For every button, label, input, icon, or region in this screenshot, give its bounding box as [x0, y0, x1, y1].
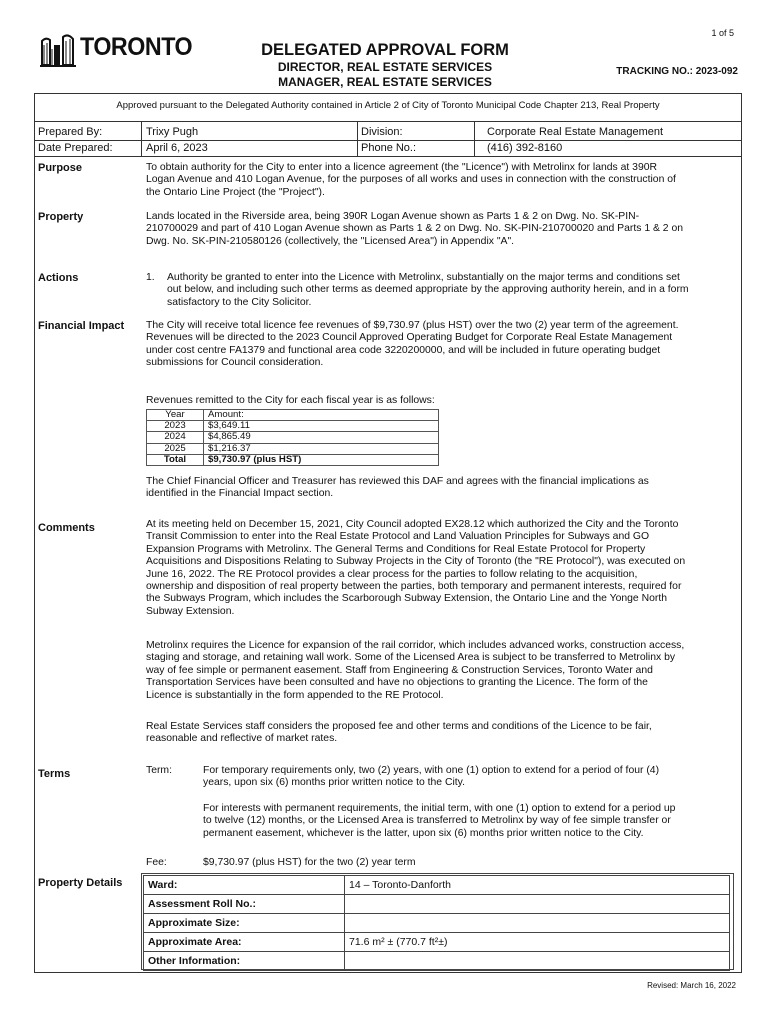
amount-cell: $1,216.37 [204, 443, 439, 454]
text-line: under cost centre FA1379 and functional area code 3220200000, and will be included in future operating budget [146, 344, 661, 356]
financial-impact-text [146, 320, 738, 370]
division-value: Corporate Real Estate Management [487, 126, 664, 138]
property-text [146, 211, 738, 248]
subtitle-line: DIRECTOR, REAL ESTATE SERVICES [277, 60, 493, 74]
actions-label: Actions [38, 272, 79, 284]
table-row [147, 421, 439, 432]
table-row [144, 876, 730, 895]
purpose-text [146, 162, 738, 199]
prepared-by-value: Trixy Pugh [146, 126, 199, 138]
text-line: ownership and disposition of real property between the parties, both temporary and permanent interests, required for [146, 581, 682, 593]
table-row [144, 914, 730, 933]
subtitle-line: MANAGER, REAL ESTATE SERVICES [278, 75, 492, 89]
column-divider [357, 121, 358, 156]
comments-label: Comments [38, 522, 95, 534]
text-line: Expansion Programs with Metrolinx. The General Terms and Conditions for Real Estate Protocol for Property [146, 543, 646, 555]
property-details-label: Property Details [38, 877, 123, 889]
form-title: DELEGATED APPROVAL FORM [261, 41, 509, 59]
year-cell: 2024 [147, 432, 204, 443]
text-line: way of fee simple or permanent easement. Staff from Engineering & Construction Services, Toronto Water and [146, 664, 653, 676]
comments-paragraph-1 [146, 519, 738, 618]
comments-paragraph-3 [146, 721, 738, 746]
revenue-intro: Revenues remitted to the City for each fiscal year is as follows: [146, 395, 435, 406]
page-number: 1 of 5 [711, 28, 734, 38]
action-number: 1. [146, 272, 155, 283]
comments-paragraph-2 [146, 640, 738, 702]
text-line: Logan Avenue and 410 Logan Avenue, for the purposes of all works and uses in connection with the construction of [146, 174, 676, 186]
date-prepared-label: Date Prepared: [38, 142, 113, 154]
text-line: reasonable and reflective of market rates. [146, 733, 338, 745]
header-amount: Amount: [204, 410, 439, 421]
table-row [144, 933, 730, 952]
year-cell: 2025 [147, 443, 204, 454]
detail-key: Approximate Area: [144, 933, 345, 952]
form-subtitle [220, 60, 550, 90]
column-divider [474, 121, 475, 156]
city-hall-icon [40, 25, 76, 71]
text-line: Subway Extension. [146, 605, 235, 617]
detail-value [345, 914, 730, 933]
detail-value [345, 952, 730, 971]
detail-key: Approximate Size: [144, 914, 345, 933]
text-line: Metrolinx requires the Licence for expansion of the rail corridor, which includes advanced works, construction access, [146, 640, 685, 651]
logo-wordmark: TORONTO [80, 33, 193, 61]
cfo-review-text [146, 476, 738, 501]
header-year: Year [147, 410, 204, 421]
total-amount: $9,730.97 (plus HST) [204, 454, 439, 465]
table-row [147, 432, 439, 443]
action-item-text [167, 272, 738, 309]
table-total-row [147, 454, 439, 465]
table-row [144, 952, 730, 971]
phone-label: Phone No.: [361, 142, 417, 154]
text-line: At its meeting held on December 15, 2021, City Council adopted EX28.12 which authorized the City and the Toronto [146, 519, 679, 530]
property-details-table [143, 875, 730, 971]
column-divider [141, 121, 142, 156]
revenue-table [146, 409, 439, 466]
text-line: to twelve (12) months, or the Licensed Area is transferred to Metrolinx by way of fee simple transfer or [203, 815, 671, 827]
toronto-logo [40, 25, 193, 71]
tracking-number: TRACKING NO.: 2023-092 [616, 66, 738, 77]
text-line: years, upon six (6) months prior written notice to the City. [203, 777, 465, 789]
approval-authority-text: Approved pursuant to the Delegated Authority contained in Article 2 of City of Toronto Municipal Code Chapter 213, Real Property [116, 100, 660, 111]
text-line: Lands located in the Riverside area, being 390R Logan Avenue shown as Parts 1 & 2 on Dwg. No. SK-PIN- [146, 211, 640, 222]
term-temporary-text [203, 765, 733, 790]
terms-label: Terms [38, 768, 71, 780]
text-line: Transportation Services have been consulted and have no objections to granting the Licence. The form of the [146, 677, 648, 689]
table-header-row [147, 410, 439, 421]
amount-cell: $4,865.49 [204, 432, 439, 443]
total-label: Total [147, 454, 204, 465]
text-line: For temporary requirements only, two (2) years, with one (1) option to extend for a period of four (4) [203, 765, 660, 776]
text-line: Licence is substantially in the form appended to the RE Protocol. [146, 689, 444, 701]
fee-text: $9,730.97 (plus HST) for the two (2) year term [203, 857, 416, 868]
text-line: Transit Commission to enter into the Real Estate Protocol and Land Valuation Principles for Subways and GO [146, 531, 650, 543]
detail-value: 71.6 m² ± (770.7 ft²±) [345, 933, 730, 952]
amount-cell: $3,649.11 [204, 421, 439, 432]
text-line: Real Estate Services staff considers the proposed fee and other terms and conditions of the Licence to be fair, [146, 721, 652, 732]
table-row [147, 443, 439, 454]
detail-key: Other Information: [144, 952, 345, 971]
detail-key: Assessment Roll No.: [144, 895, 345, 914]
purpose-label: Purpose [38, 162, 83, 174]
division-label: Division: [361, 126, 403, 138]
phone-value: (416) 392-8160 [487, 142, 563, 154]
text-line: satisfactory to the City Solicitor. [167, 296, 312, 308]
detail-value: 14 – Toronto-Danforth [345, 876, 730, 895]
text-line: the Ontario Line Project (the "Project"). [146, 186, 325, 198]
term-sublabel: Term: [146, 765, 172, 776]
revised-date: Revised: March 16, 2022 [647, 981, 736, 990]
fee-sublabel: Fee: [146, 857, 167, 868]
prepared-by-label: Prepared By: [38, 126, 103, 138]
text-line: submissions for Council consideration. [146, 357, 324, 369]
text-line: The City will receive total licence fee revenues of $9,730.97 (plus HST) over the two (2) year term of the agreement. [146, 320, 679, 331]
text-line: To obtain authority for the City to enter into a licence agreement (the "Licence") with Metrolinx for lands at 390R [146, 162, 658, 173]
text-line: staging and storage, and retaining wall work. Some of the Licensed Area is subject to be transferred to Metrolinx by [146, 652, 676, 664]
property-label: Property [38, 211, 84, 223]
date-prepared-value: April 6, 2023 [146, 142, 208, 154]
text-line: identified in the Financial Impact section. [146, 488, 334, 500]
text-line: out below, and including such other terms as deemed appropriate by the approving authority herein, and in a form [167, 284, 689, 296]
financial-impact-label: Financial Impact [38, 320, 125, 332]
text-line: For interests with permanent requirements, the initial term, with one (1) option to extend for a period up [203, 803, 676, 814]
text-line: 210700029 and part of 410 Logan Avenue shown as Parts 1 & 2 on Dwg. No. SK-PIN-210700020 and Parts 1 & 2 on [146, 223, 684, 235]
text-line: Authority be granted to enter into the Licence with Metrolinx, substantially on the major terms and conditions set [167, 272, 680, 283]
term-permanent-text [203, 803, 733, 840]
text-line: the Subways Program, which includes the Scarborough Subway Extension, the Ontario Line and the Yonge North [146, 593, 668, 605]
text-line: Acquisitions and Dispositions Relating to Subway Projects in the City of Toronto (the "RE Protocol"), was executed on [146, 556, 686, 568]
detail-key: Ward: [144, 876, 345, 895]
text-line: Dwg. No. SK-PIN-210580126 (collectively, the "Licensed Area") in Appendix "A". [146, 235, 515, 247]
text-line: permanent easement, whichever is the latter, upon six (6) months prior written notice to the City. [203, 827, 644, 839]
year-cell: 2023 [147, 421, 204, 432]
divider [34, 156, 742, 157]
text-line: The Chief Financial Officer and Treasurer has reviewed this DAF and agrees with the financial implications as [146, 476, 649, 487]
text-line: Revenues will be directed to the 2023 Council Approved Operating Budget for Corporate Real Estate Management [146, 332, 673, 344]
text-line: June 16, 2022. The RE Protocol provides a clear process for the parties to follow relating to the acquisition, [146, 568, 638, 580]
detail-value [345, 895, 730, 914]
table-row [144, 895, 730, 914]
